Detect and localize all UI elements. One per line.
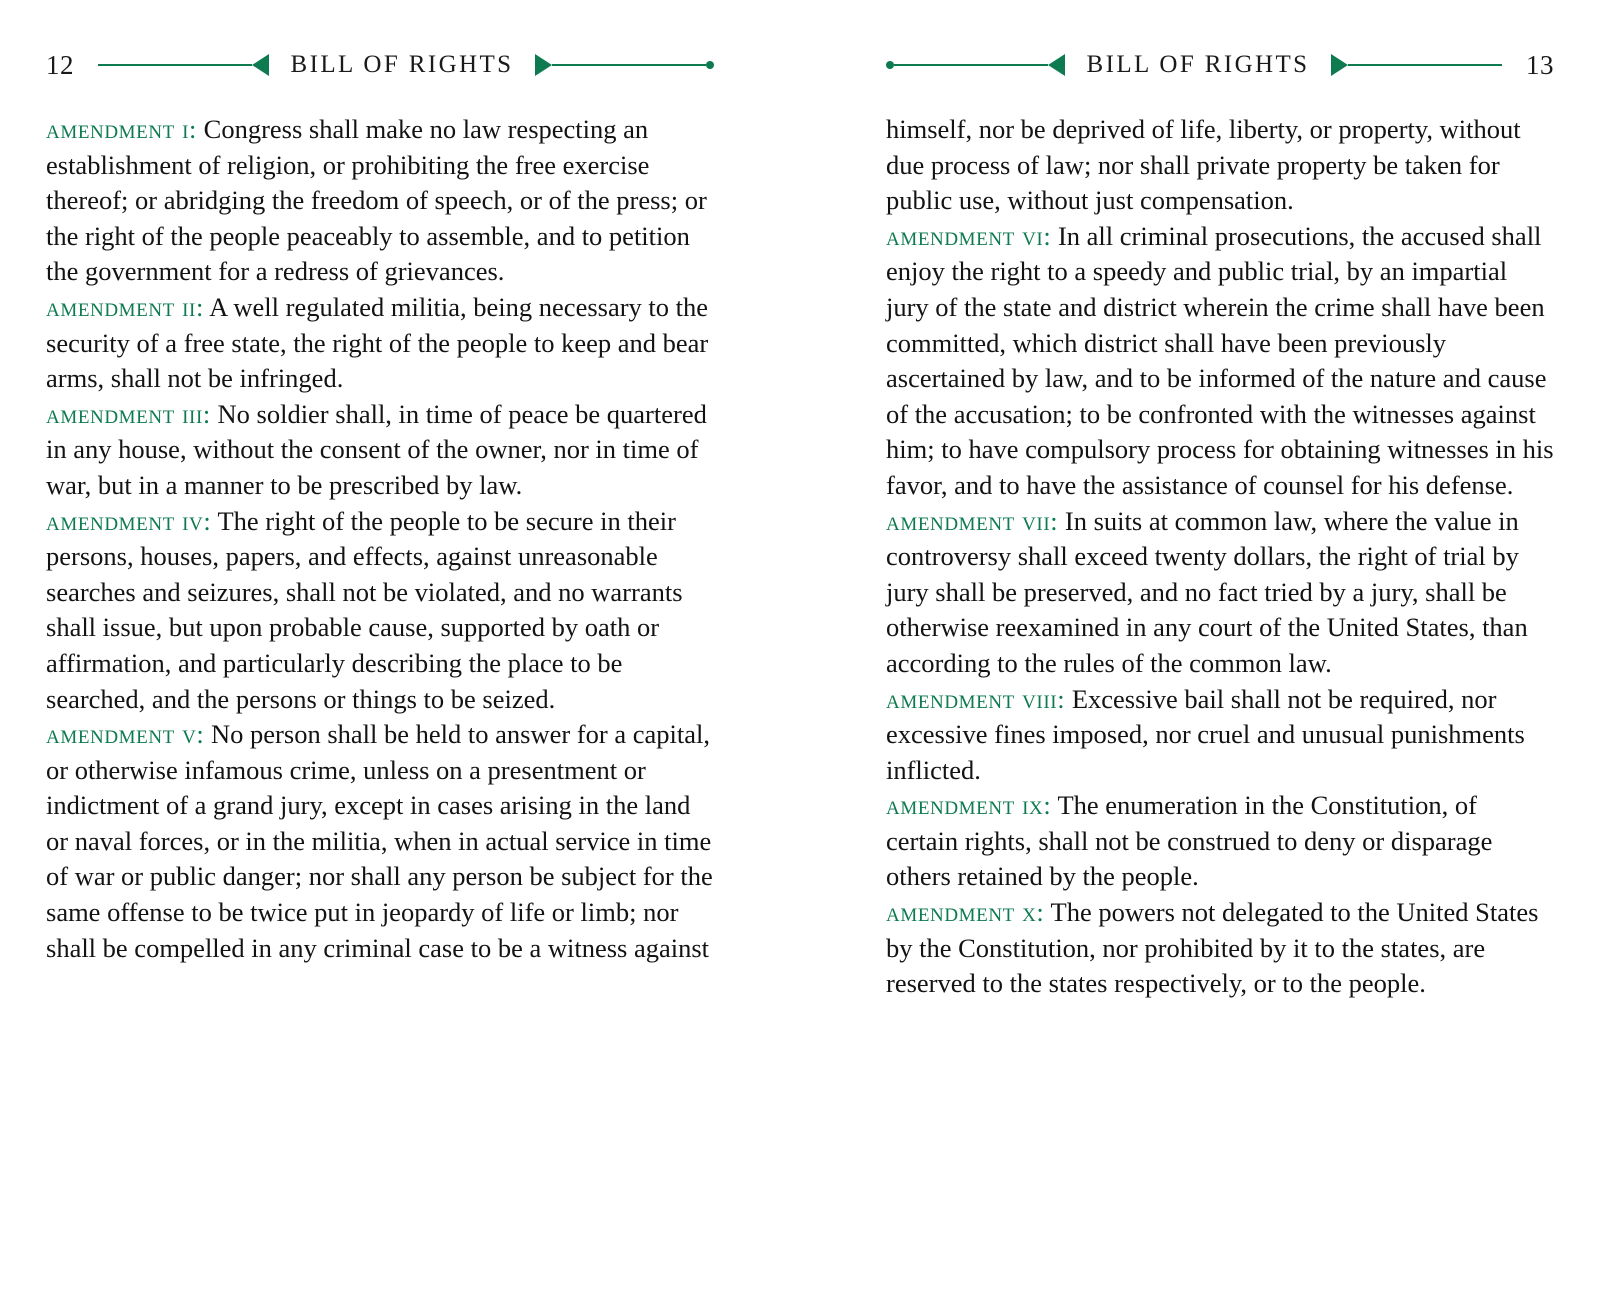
amendment-label: amendment iv: [46,505,212,536]
amendment-label: amendment vi: [886,220,1052,251]
page-number-left: 12 [46,49,74,80]
amendment-text: A well regulated militia, being necessary to the security of a free state, the right of the people to keep and bear arms, shall not be infringed. [46,291,709,394]
amendment-label: amendment v: [46,719,205,750]
triangle-left-icon [1048,54,1065,76]
ornament-right-leading [886,54,1065,76]
page-body-left [46,112,714,966]
triangle-left-icon [252,54,269,76]
amendment-label: amendment x: [886,897,1045,928]
triangle-right-icon [535,54,552,76]
amendment-paragraph [46,397,714,504]
amendment-text: In all criminal prosecutions, the accused shall enjoy the right to a speedy and public trial, by an impartial jury of the state and district wherein the crime shall have been committed, which district shall have been previously ascertained by law, and to be informed of the nature and cause of the accusation; to be confronted with the witnesses against him; to have compulsory process for obtaining witnesses in his favor, and to have the assistance of counsel for his defense. [886,220,1554,500]
ornament-rule [98,64,252,66]
amendment-label: amendment viii: [886,683,1066,714]
amendment-text: The right of the people to be secure in their persons, houses, papers, and effects, against unreasonable searches and seizures, shall not be violated, and no warrants shall issue, but upon probable cause, supported by oath or affirmation, and particularly describing the place to be searched, and the persons or things to be seized. [46,505,683,714]
amendment-label: amendment iii: [46,398,211,429]
amendment-text: Excessive bail shall not be required, nor excessive fines imposed, nor cruel and unusual punishments inflicted. [886,683,1525,785]
ornament-rule [894,64,1048,66]
amendment-paragraph [886,788,1554,895]
amendment-text: In suits at common law, where the value in controversy shall exceed twenty dollars, the right of trial by jury shall be preserved, and no fact tried by a jury, shall be otherwise reexamined in any court of the United States, than according to the rules of the common law. [886,505,1528,678]
amendment-text: The enumeration in the Constitution, of certain rights, shall not be construed to deny or disparage others retained by the people. [886,790,1493,892]
amendment-text: Congress shall make no law respecting an establishment of religion, or prohibiting the free exercise thereof; or abridging the freedom of speech, or of the press; or the right of the people peaceably to assemble, and to petition the government for a redress of grievances. [46,114,707,287]
page-body-right [886,112,1554,1002]
amendment-text: No soldier shall, in time of peace be quartered in any house, without the consent of the owner, nor in time of war, but in a manner to be prescribed by law. [46,398,707,500]
amendment-text: The powers not delegated to the United States by the Constitution, nor prohibited by it to the states, are reserved to the states respectively, or to the people. [886,897,1539,999]
running-head-title-right: BILL OF RIGHTS [1086,51,1310,78]
running-head-title-left: BILL OF RIGHTS [290,51,514,78]
amendment-label: amendment ii: [46,291,204,322]
amendment-paragraph [886,219,1554,504]
ornament-dot-icon [706,61,714,69]
ornament-rule [1348,64,1502,66]
ornament-dot-icon [886,61,894,69]
page-right [800,0,1600,1300]
continuation-paragraph [886,112,1554,219]
amendment-paragraph [46,112,714,290]
amendment-label: amendment ix: [886,790,1052,821]
amendment-paragraph [886,895,1554,1002]
amendment-paragraph [886,682,1554,789]
amendment-paragraph [46,504,714,718]
amendment-text: No person shall be held to answer for a capital, or otherwise infamous crime, unless on a presentment or indictment of a grand jury, except in cases arising in the land or naval forces, or in the militia, when in actual service in time of war or public danger; nor shall any person be subject for the same offense to be twice put in jeopardy of life or limb; nor shall be compelled in any criminal case to be a witness against [46,719,713,963]
amendment-label: amendment vii: [886,505,1059,536]
page-number-right: 13 [1526,49,1554,80]
triangle-right-icon [1331,54,1348,76]
ornament-rule [552,64,706,66]
ornament-left-leading [98,54,269,76]
amendment-label: amendment i: [46,114,198,144]
amendment-paragraph [46,290,714,397]
running-head-left [46,44,714,86]
running-head-right [886,44,1554,86]
ornament-right-trailing [1331,54,1502,76]
amendment-text: himself, nor be deprived of life, liberty, or property, without due process of law; nor shall private property be taken for public use, without just compensation. [886,114,1521,216]
amendment-paragraph [46,717,714,966]
amendment-paragraph [886,504,1554,682]
ornament-left-trailing [535,54,714,76]
